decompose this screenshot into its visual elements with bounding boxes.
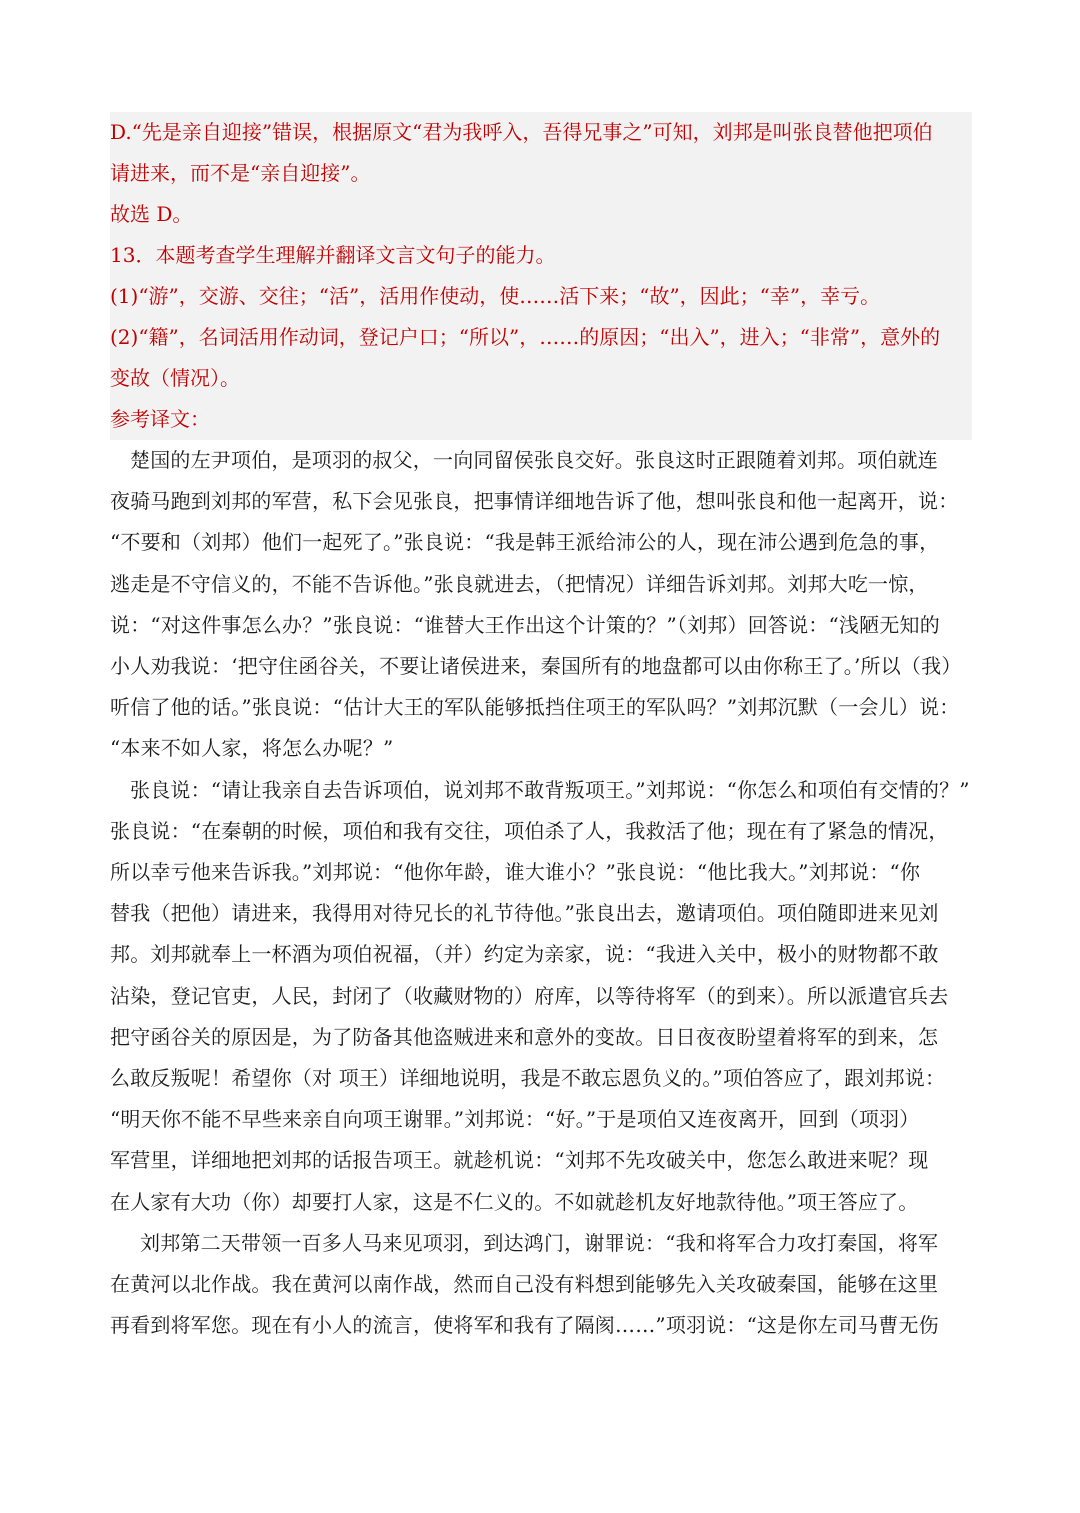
paragraph-line: 替我（把他）请进来，我得用对待兄长的礼节待他。”张良出去，邀请项伯。项伯随即进来见刘 — [110, 901, 939, 926]
answer-explanation-box — [110, 112, 972, 440]
paragraph-line: 么敢反叛呢！希望你（对 项王）详细地说明，我是不敢忘恩负义的。”项伯答应了，跟刘邦说： — [110, 1066, 946, 1091]
paragraph-line: 把守函谷关的原因是，为了防备其他盗贼进来和意外的变故。日日夜夜盼望着将军的到来，怎 — [110, 1024, 939, 1049]
paragraph-line: 刘邦第二天带领一百多人马来见项羽，到达鸿门，谢罪说：“我和将军合力攻打秦国，将军 — [140, 1230, 939, 1255]
paragraph-line: 张良说：“请让我亲自去告诉项伯，说刘邦不敢背叛项王。”刘邦说：“你怎么和项伯有交情的？” — [130, 777, 970, 802]
paragraph-line: 张良说：“在秦朝的时候，项伯和我有交往，项伯杀了人，我救活了他；现在有了紧急的情况， — [110, 818, 949, 843]
paragraph-line: 邦。刘邦就奉上一杯酒为项伯祝福，（并）约定为亲家，说：“我进入关中，极小的财物都不敢 — [110, 942, 939, 967]
answer-line: 请进来，而不是“亲自迎接”。 — [110, 161, 371, 185]
document-page — [110, 112, 972, 1346]
paragraph-line: 听信了他的话。”张良说：“估计大王的军队能够抵挡住项王的军队吗？”刘邦沉默（一会儿）说： — [110, 695, 960, 720]
paragraph-line: 所以幸亏他来告诉我。”刘邦说：“他你年龄，谁大谁小？”张良说：“他比我大。”刘邦说：“你 — [110, 860, 921, 885]
answer-line: (1)“游”，交游、交往；“活”，活用作使动，使……活下来；“故”，因此；“幸”，幸亏。 — [110, 284, 881, 308]
answer-line: 故选 D。 — [110, 202, 193, 226]
paragraph-line: 在黄河以北作战。我在黄河以南作战，然而自己没有料想到能够先入关攻破秦国，能够在这里 — [110, 1272, 939, 1297]
paragraph-line: 军营里，详细地把刘邦的话报告项王。就趁机说：“刘邦不先攻破关中，您怎么敢进来呢？现 — [110, 1148, 929, 1173]
paragraph-line: 小人劝我说：‘把守住函谷关，不要让诸侯进来，秦国所有的地盘都可以由你称王了。’所以（我） — [110, 654, 962, 679]
reference-translation-heading: 参考译文： — [110, 407, 210, 431]
reference-translation — [110, 440, 972, 1346]
paragraph-line: 逃走是不守信义的，不能不告诉他。”张良就进去，（把情况）详细告诉刘邦。刘邦大吃一惊， — [110, 571, 929, 596]
paragraph-line: “不要和（刘邦）他们一起死了。”张良说：“我是韩王派给沛公的人，现在沛公遇到危急的事， — [110, 530, 940, 555]
paragraph-line: 说：“对这件事怎么办？”张良说：“谁替大王作出这个计策的？”（刘邦）回答说：“浅陋无知的 — [110, 612, 940, 637]
answer-line: D.“先是亲自迎接”错误，根据原文“君为我呼入，吾得兄事之”可知，刘邦是叫张良替他把项伯 — [110, 120, 933, 144]
answer-line: 变故（情况）。 — [110, 366, 240, 390]
answer-line: (2)“籍”，名词活用作动词，登记户口；“所以”，……的原因；“出入”，进入；“非常”，意外的 — [110, 325, 941, 349]
paragraph-line: 再看到将军您。现在有小人的流言，使将军和我有了隔阂……”项羽说：“这是你左司马曹无伤 — [110, 1313, 939, 1338]
paragraph-line: 楚国的左尹项伯，是项羽的叔父，一向同留侯张良交好。张良这时正跟随着刘邦。项伯就连 — [130, 448, 938, 472]
paragraph-line: 在人家有大功（你）却要打人家，这是不仁义的。不如就趁机友好地款待他。”项王答应了。 — [110, 1189, 919, 1214]
paragraph-line: 夜骑马跑到刘邦的军营，私下会见张良，把事情详细地告诉了他，想叫张良和他一起离开，说： — [110, 489, 959, 514]
answer-line: 13．本题考查学生理解并翻译文言文句子的能力。 — [110, 243, 556, 267]
paragraph-line: “明天你不能不早些来亲自向项王谢罪。”刘邦说：“好。”于是项伯又连夜离开，回到（项羽） — [110, 1107, 920, 1132]
paragraph-line: “本来不如人家，将怎么办呢？” — [110, 736, 394, 761]
paragraph-line: 沾染，登记官吏，人民，封闭了（收藏财物的）府库，以等待将军（的到来）。所以派遣官兵去 — [110, 983, 949, 1008]
